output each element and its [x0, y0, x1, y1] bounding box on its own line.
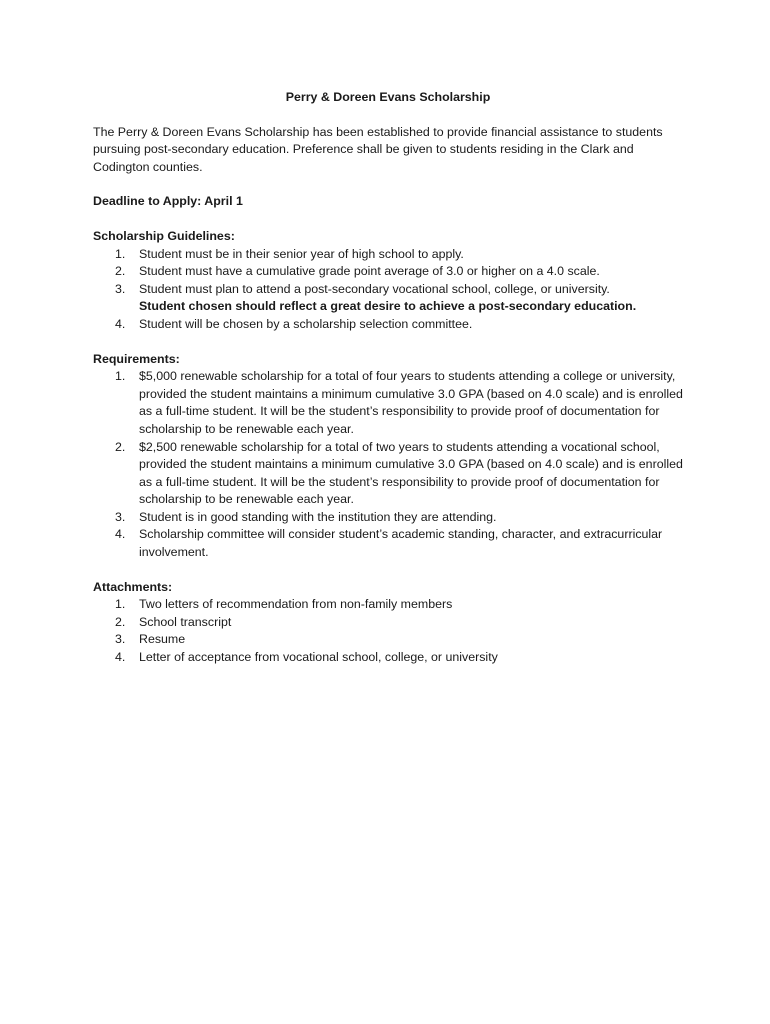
list-item [93, 316, 683, 334]
list-text: Student is in good standing with the institution they are attending. [139, 509, 497, 524]
list-item [93, 509, 683, 527]
list-item [93, 368, 683, 438]
list-number: 1. [115, 246, 126, 261]
list-number: 1. [115, 597, 126, 612]
intro-paragraph: The Perry & Doreen Evans Scholarship has been established to provide financial assistance to students pursuing post-secondary education. Preference shall be given to students residing in the Clark and Codington counties. [93, 124, 663, 174]
list-number: 3. [115, 509, 126, 524]
document-title: Perry & Doreen Evans Scholarship [285, 90, 491, 104]
list-number: 2. [115, 439, 126, 454]
list-item [93, 526, 683, 561]
list-text: Scholarship committee will consider student’s academic standing, character, and extracurricular involvement. [139, 527, 663, 560]
attachments-list [93, 596, 683, 666]
list-number: 3. [115, 632, 126, 647]
list-text: Student will be chosen by a scholarship selection committee. [139, 316, 473, 331]
list-item [93, 263, 683, 281]
guidelines-list [93, 246, 683, 334]
requirements-heading: Requirements: [93, 351, 180, 366]
list-item [93, 596, 683, 614]
list-number: 2. [115, 614, 126, 629]
list-text: Student must be in their senior year of high school to apply. [139, 246, 464, 261]
list-number: 3. [115, 281, 126, 296]
list-number: 2. [115, 264, 126, 279]
list-number: 4. [115, 316, 126, 331]
list-text: Student must plan to attend a post-secondary vocational school, college, or university. [139, 281, 610, 296]
list-number: 4. [115, 527, 126, 542]
list-text: Two letters of recommendation from non-family members [139, 597, 453, 612]
list-text: Resume [139, 632, 186, 647]
list-text: Letter of acceptance from vocational school, college, or university [139, 650, 498, 665]
list-text: School transcript [139, 614, 232, 629]
list-item [93, 246, 683, 264]
list-item [93, 631, 683, 649]
list-text: $2,500 renewable scholarship for a total of two years to students attending a vocational school, provided the student maintains a minimum cumulative 3.0 GPA (based on 4.0 scale) and is enrolled as a full-time student. It will be the student’s responsibility to provide proof of documentation for scholarship to be renewable each year. [139, 439, 683, 507]
list-item [93, 439, 683, 509]
list-text-bold: Student chosen should reflect a great desire to achieve a post-secondary education. [139, 299, 637, 314]
document-page [93, 89, 683, 684]
list-item [93, 649, 683, 667]
attachments-heading: Attachments: [93, 579, 173, 594]
list-text: $5,000 renewable scholarship for a total of four years to students attending a college or university, provided the student maintains a minimum cumulative 3.0 GPA (based on 4.0 scale) and is enrolled as a full-time student. It will be the student’s responsibility to provide proof of documentation for scholarship to be renewable each year. [139, 369, 683, 436]
list-item [93, 281, 683, 316]
list-item [93, 614, 683, 632]
guidelines-heading: Scholarship Guidelines: [93, 228, 235, 243]
requirements-list [93, 368, 683, 562]
deadline-line: Deadline to Apply: April 1 [93, 194, 243, 209]
list-number: 4. [115, 650, 126, 665]
list-number: 1. [115, 369, 126, 384]
list-text: Student must have a cumulative grade point average of 3.0 or higher on a 4.0 scale. [139, 264, 600, 279]
